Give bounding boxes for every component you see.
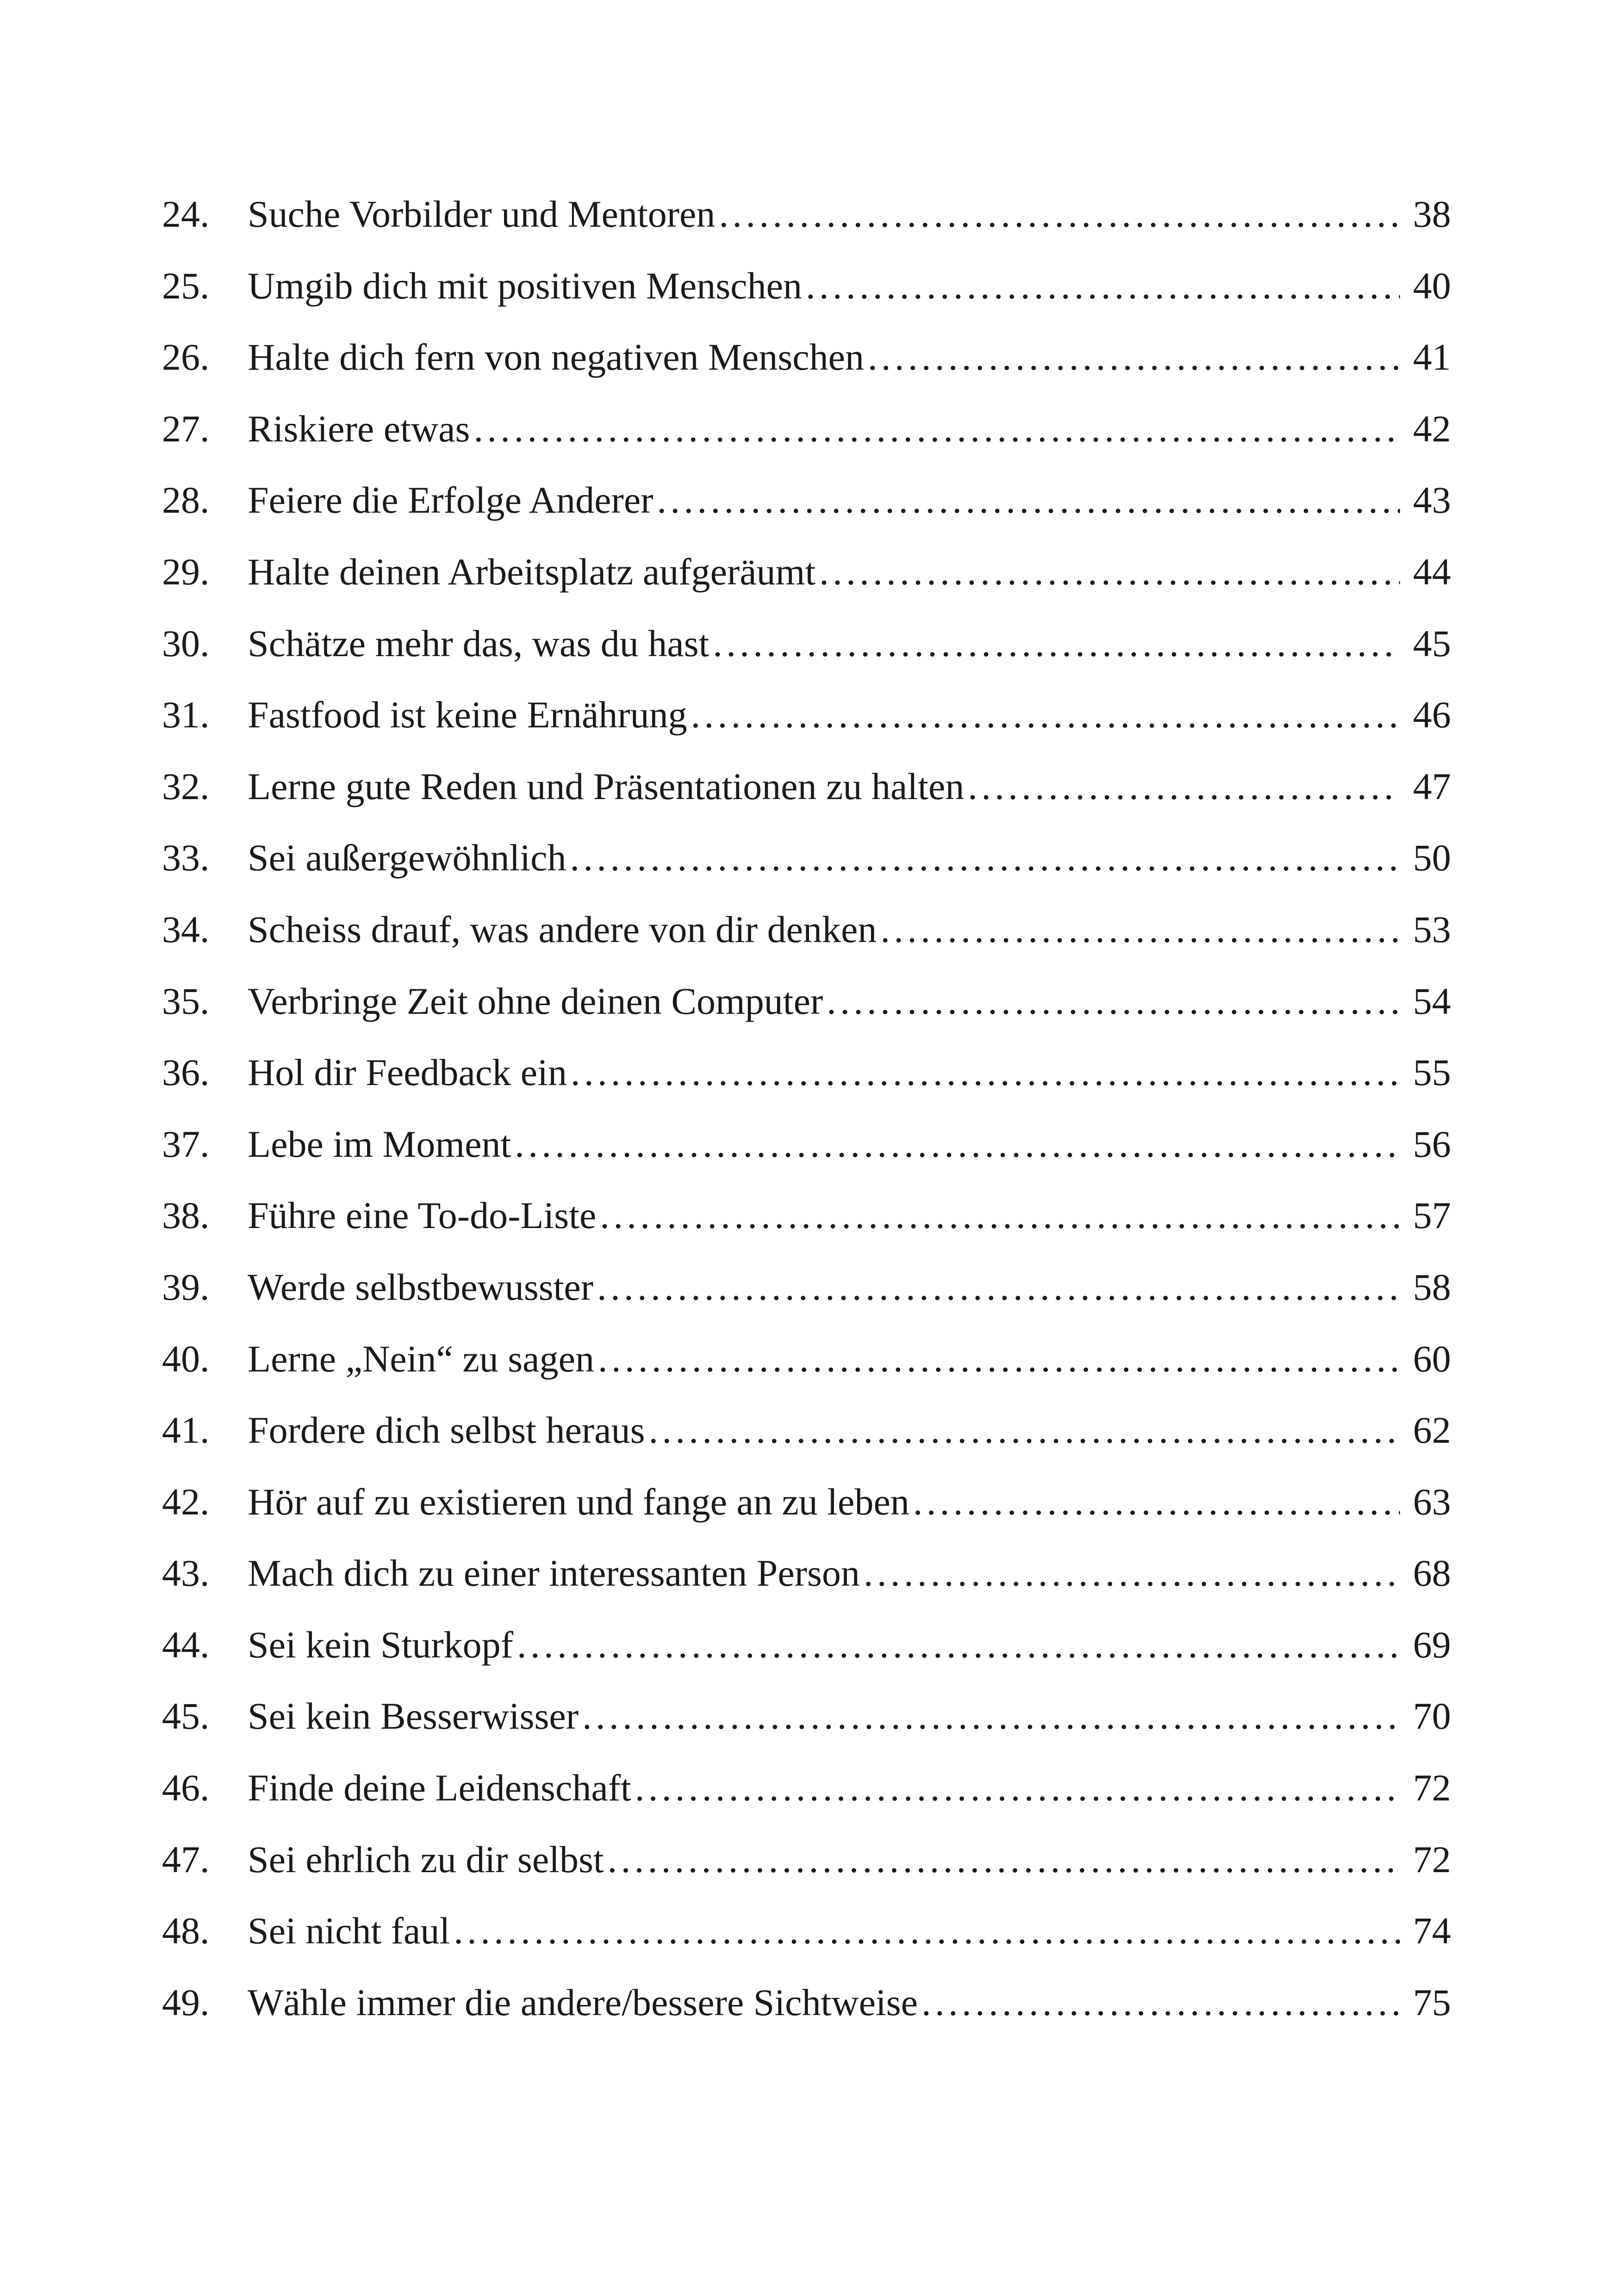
toc-entry[interactable] (162, 822, 1451, 894)
entry-page-number: 54 (1413, 980, 1451, 1022)
entry-title: Lerne „Nein“ zu sagen (248, 1337, 594, 1380)
toc-entry[interactable] (162, 322, 1451, 393)
dot-leader (713, 608, 1400, 680)
entry-title: Feiere die Erfolge Anderer (248, 479, 653, 521)
entry-title: Finde deine Leidenschaft (248, 1767, 631, 1809)
entry-number: 35. (162, 980, 210, 1022)
toc-entry[interactable] (162, 1109, 1451, 1180)
entry-title: Wähle immer die andere/bessere Sichtweise (248, 1981, 918, 2023)
toc-entry[interactable] (162, 1538, 1451, 1609)
dot-leader (473, 393, 1400, 465)
entry-page-number: 69 (1413, 1623, 1451, 1666)
entry-page-number: 72 (1413, 1767, 1451, 1809)
toc-entry[interactable] (162, 179, 1451, 250)
dot-leader (571, 1037, 1400, 1109)
dot-leader (598, 1323, 1400, 1395)
entry-page-number: 44 (1413, 550, 1451, 593)
entry-number: 25. (162, 264, 210, 307)
entry-title: Sei nicht faul (248, 1910, 450, 1952)
entry-title: Umgib dich mit positiven Menschen (248, 264, 802, 307)
entry-number: 33. (162, 837, 210, 879)
entry-page-number: 46 (1413, 694, 1451, 736)
entry-title: Sei kein Sturkopf (248, 1623, 513, 1666)
entry-page-number: 53 (1413, 908, 1451, 950)
dot-leader (582, 1681, 1400, 1752)
dot-leader (864, 1538, 1400, 1609)
toc-entry[interactable] (162, 608, 1451, 680)
entry-number: 29. (162, 550, 210, 593)
dot-leader (600, 1180, 1400, 1252)
dot-leader (806, 250, 1400, 322)
entry-number: 38. (162, 1194, 210, 1237)
entry-page-number: 43 (1413, 479, 1451, 521)
entry-number: 28. (162, 479, 210, 521)
entry-page-number: 47 (1413, 765, 1451, 807)
toc-entry[interactable] (162, 966, 1451, 1037)
entry-page-number: 45 (1413, 622, 1451, 664)
entry-number: 47. (162, 1838, 210, 1880)
dot-leader (921, 1967, 1400, 2039)
entry-title: Mach dich zu einer interessanten Person (248, 1552, 860, 1595)
entry-page-number: 70 (1413, 1695, 1451, 1738)
entry-number: 43. (162, 1552, 210, 1595)
dot-leader (880, 894, 1400, 966)
entry-number: 46. (162, 1767, 210, 1809)
dot-leader (570, 822, 1400, 894)
entry-page-number: 57 (1413, 1194, 1451, 1237)
entry-number: 36. (162, 1051, 210, 1094)
dot-leader (608, 1824, 1400, 1896)
dot-leader (657, 465, 1400, 536)
entry-title: Scheiss drauf, was andere von dir denken (248, 908, 877, 950)
toc-entry[interactable] (162, 1180, 1451, 1252)
entry-title: Sei außergewöhnlich (248, 837, 566, 879)
entry-page-number: 38 (1413, 193, 1451, 235)
entry-number: 48. (162, 1910, 210, 1952)
dot-leader (819, 536, 1400, 608)
entry-title: Riskiere etwas (248, 407, 470, 450)
entry-page-number: 74 (1413, 1910, 1451, 1952)
toc-entry[interactable] (162, 1895, 1451, 1967)
entry-page-number: 63 (1413, 1480, 1451, 1523)
toc-entry[interactable] (162, 250, 1451, 322)
entry-title: Fordere dich selbst heraus (248, 1409, 645, 1452)
dot-leader (454, 1895, 1400, 1967)
entry-title: Sei ehrlich zu dir selbst (248, 1838, 604, 1880)
entry-number: 26. (162, 336, 210, 379)
toc-entry[interactable] (162, 751, 1451, 823)
dot-leader (635, 1752, 1400, 1824)
entry-number: 40. (162, 1337, 210, 1380)
entry-number: 37. (162, 1123, 210, 1165)
toc-entry[interactable] (162, 679, 1451, 751)
entry-number: 27. (162, 407, 210, 450)
entry-title: Lerne gute Reden und Präsentationen zu halten (248, 765, 965, 807)
entry-title: Sei kein Besserwisser (248, 1695, 579, 1738)
entry-title: Fastfood ist keine Ernährung (248, 694, 687, 736)
dot-leader (515, 1109, 1400, 1180)
dot-leader (968, 751, 1400, 823)
toc-entry[interactable] (162, 1967, 1451, 2039)
entry-page-number: 68 (1413, 1552, 1451, 1595)
entry-page-number: 40 (1413, 264, 1451, 307)
toc-entry[interactable] (162, 1252, 1451, 1323)
entry-number: 39. (162, 1266, 210, 1308)
entry-number: 30. (162, 622, 210, 664)
entry-number: 41. (162, 1409, 210, 1452)
dot-leader (691, 679, 1400, 751)
entry-page-number: 72 (1413, 1838, 1451, 1880)
entry-number: 32. (162, 765, 210, 807)
entry-title: Verbringe Zeit ohne deinen Computer (248, 980, 823, 1022)
dot-leader (913, 1466, 1400, 1538)
entry-title: Hör auf zu existieren und fange an zu leben (248, 1480, 909, 1523)
entry-title: Suche Vorbilder und Mentoren (248, 193, 716, 235)
entry-number: 44. (162, 1623, 210, 1666)
toc-entry[interactable] (162, 1681, 1451, 1752)
entry-number: 31. (162, 694, 210, 736)
entry-title: Hol dir Feedback ein (248, 1051, 567, 1094)
toc-entry[interactable] (162, 1466, 1451, 1538)
dot-leader (517, 1609, 1400, 1681)
entry-page-number: 41 (1413, 336, 1451, 379)
table-of-contents (162, 179, 1451, 2038)
entry-page-number: 50 (1413, 837, 1451, 879)
entry-title: Werde selbstbewusster (248, 1266, 594, 1308)
dot-leader (648, 1395, 1400, 1466)
entry-number: 45. (162, 1695, 210, 1738)
entry-title: Halte dich fern von negativen Menschen (248, 336, 865, 379)
entry-title: Halte deinen Arbeitsplatz aufgeräumt (248, 550, 816, 593)
entry-title: Schätze mehr das, was du hast (248, 622, 709, 664)
entry-title: Lebe im Moment (248, 1123, 511, 1165)
toc-entry[interactable] (162, 1752, 1451, 1824)
entry-number: 49. (162, 1981, 210, 2023)
toc-entry[interactable] (162, 393, 1451, 465)
toc-entry[interactable] (162, 536, 1451, 608)
entry-page-number: 62 (1413, 1409, 1451, 1452)
dot-leader (868, 322, 1400, 393)
toc-entry[interactable] (162, 465, 1451, 536)
entry-page-number: 60 (1413, 1337, 1451, 1380)
entry-page-number: 56 (1413, 1123, 1451, 1165)
entry-number: 34. (162, 908, 210, 950)
toc-entry[interactable] (162, 1824, 1451, 1896)
entry-page-number: 58 (1413, 1266, 1451, 1308)
toc-entry[interactable] (162, 1395, 1451, 1466)
entry-page-number: 55 (1413, 1051, 1451, 1094)
toc-entry[interactable] (162, 1037, 1451, 1109)
entry-title: Führe eine To-do-Liste (248, 1194, 597, 1237)
dot-leader (597, 1252, 1400, 1323)
dot-leader (827, 966, 1400, 1037)
entry-page-number: 42 (1413, 407, 1451, 450)
entry-page-number: 75 (1413, 1981, 1451, 2023)
dot-leader (719, 179, 1400, 250)
entry-number: 24. (162, 193, 210, 235)
toc-entry[interactable] (162, 894, 1451, 966)
entry-number: 42. (162, 1480, 210, 1523)
toc-entry[interactable] (162, 1609, 1451, 1681)
toc-entry[interactable] (162, 1323, 1451, 1395)
